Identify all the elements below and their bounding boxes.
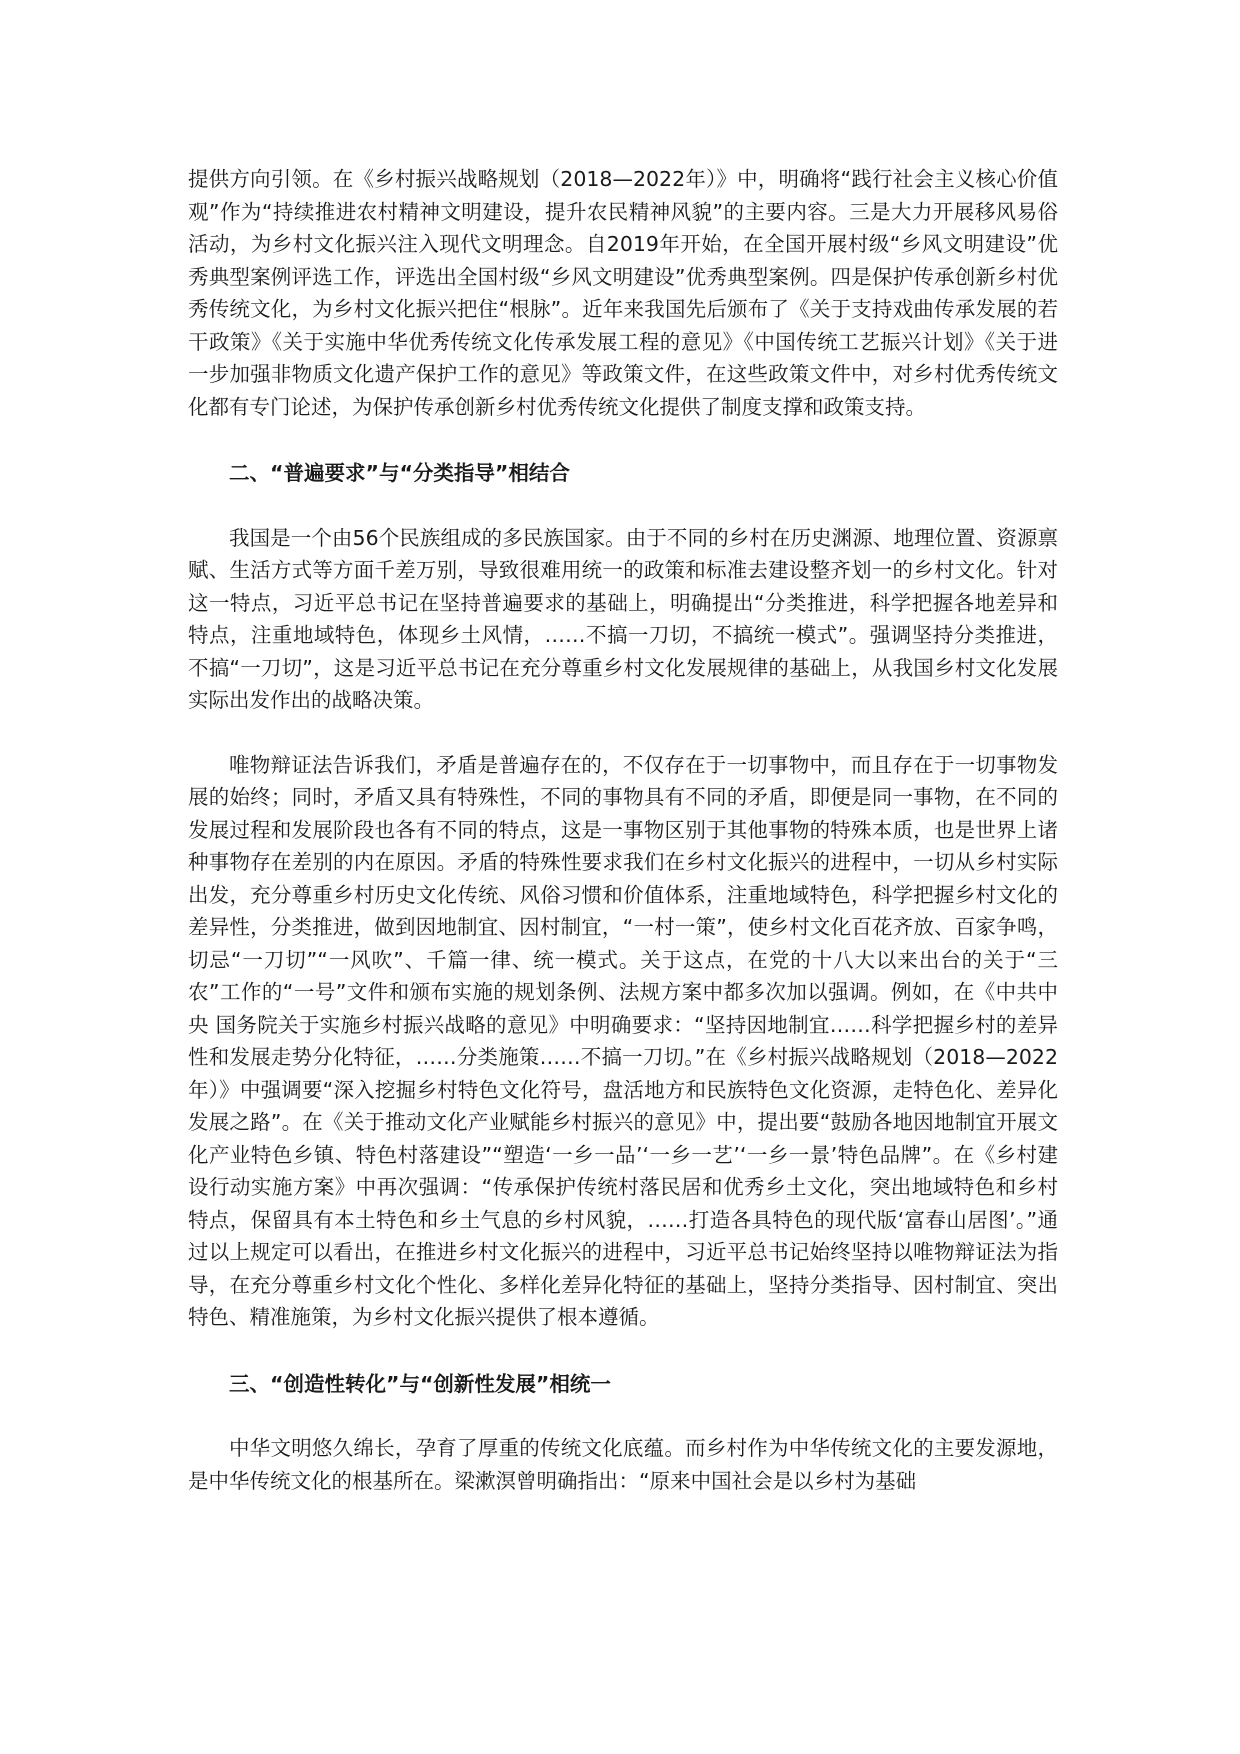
paragraph-2-1: 我国是一个由56个民族组成的多民族国家。由于不同的乡村在历史渊源、地理位置、资源禀赋、生活方式等方面千差万别，导致很难用统一的政策和标准去建设整齐划一的乡村文化。针对这一特点，习近平总书记在坚持普遍要求的基础上，明确提出“分类推进，科学把握各地差异和特点，注重地域特色，体现乡土风情，……不搞一刀切，不搞统一模式”。强调坚持分类推进，不搞“一刀切”，这是习近平总书记在充分尊重乡村文化发展规律的基础上，从我国乡村文化发展实际出发作出的战略决策。	[188, 525, 1058, 712]
document-page	[188, 163, 1058, 1497]
section-heading-2: 二、“普遍要求”与“分类指导”相结合	[229, 461, 570, 485]
paragraph-2-2: 唯物辩证法告诉我们，矛盾是普遍存在的，不仅存在于一切事物中，而且存在于一切事物发展的始终；同时，矛盾又具有特殊性，不同的事物具有不同的矛盾，即便是同一事物，在不同的发展过程和发展阶段也各有不同的特点，这是一事物区别于其他事物的特殊本质，也是世界上诸种事物存在差别的内在原因。矛盾的特殊性要求我们在乡村文化振兴的进程中，一切从乡村实际出发，充分尊重乡村历史文化传统、风俗习惯和价值体系，注重地域特色，科学把握乡村文化的差异性，分类推进，做到因地制宜、因村制宜，“一村一策”，使乡村文化百花齐放、百家争鸣，切忌“一刀切”“一风吹”、千篇一律、统一模式。关于这点，在党的十八大以来出台的关于“三农”工作的“一号”文件和颁布实施的规划条例、法规方案中都多次加以强调。例如，在《中共中央 国务院关于实施乡村振兴战略的意见》中明确要求：“坚持因地制宜……科学把握乡村的差异性和发展走势分化特征，……分类施策……不搞一刀切。”在《乡村振兴战略规划（2018—2022年）》中强调要“深入挖掘乡村特色文化符号，盘活地方和民族特色文化资源，走特色化、差异化发展之路”。在《关于推动文化产业赋能乡村振兴的意见》中，提出要“鼓励各地因地制宜开展文化产业特色乡镇、特色村落建设”“塑造‘一乡一品’‘一乡一艺’‘一乡一景’特色品牌”。在《乡村建设行动实施方案》中再次强调：“传承保护传统村落民居和优秀乡土文化，突出地域特色和乡村特点，保留具有本土特色和乡土气息的乡村风貌，……打造各具特色的现代版‘富春山居图’。”通过以上规定可以看出，在推进乡村文化振兴的进程中，习近平总书记始终坚持以唯物辩证法为指导，在充分尊重乡村文化个性化、多样化差异化特征的基础上，坚持分类指导、因村制宜、突出特色、精准施策，为乡村文化振兴提供了根本遵循。	[188, 752, 1058, 1329]
paragraph-intro: 提供方向引领。在《乡村振兴战略规划（2018—2022年）》中，明确将“践行社会主义核心价值观”作为“持续推进农村精神文明建设，提升农民精神风貌”的主要内容。三是大力开展移风易俗活动，为乡村文化振兴注入现代文明理念。自2019年开始，在全国开展村级“乡风文明建设”优秀典型案例评选工作，评选出全国村级“乡风文明建设”优秀典型案例。四是保护传承创新乡村优秀传统文化，为乡村文化振兴把住“根脉”。近年来我国先后颁布了《关于支持戏曲传承发展的若干政策》《关于实施中华优秀传统文化传承发展工程的意见》《中国传统工艺振兴计划》《关于进一步加强非物质文化遗产保护工作的意见》等政策文件，在这些政策文件中，对乡村优秀传统文化都有专门论述，为保护传承创新乡村优秀传统文化提供了制度支撑和政策支持。	[188, 167, 1058, 419]
section-heading-3: 三、“创造性转化”与“创新性发展”相统一	[229, 1371, 611, 1396]
paragraph-3-1: 中华文明悠久绵长，孕育了厚重的传统文化底蕴。而乡村作为中华传统文化的主要发源地，是中华传统文化的根基所在。梁漱溟曾明确指出：“原来中国社会是以乡村为基础	[188, 1436, 1058, 1493]
